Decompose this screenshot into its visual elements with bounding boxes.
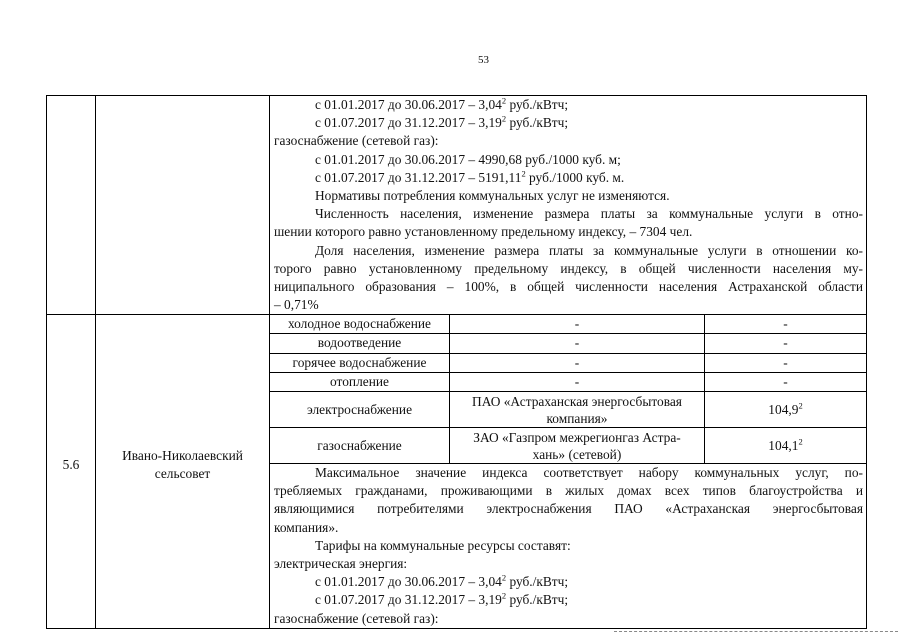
text-line: с 01.07.2017 до 31.12.2017 – 3,19$^2$ руб./кВтч; [315,590,569,608]
text-line: Нормативы потребления коммунальных услуг не изменяются. [315,187,670,203]
service-row [270,372,866,391]
description-cell [270,315,867,629]
text-line: являющимися потребителями электроснабжения ПАО «Астраханская энергосбытовая [274,501,863,517]
row-number-cell [47,315,96,629]
municipality-cell [96,96,270,315]
text-line: с 01.01.2017 до 30.06.2017 – 3,04$^2$ руб./кВтч; [315,572,569,590]
text-line: Доля населения, изменение размера платы за коммунальные услуги в отношении ко- [315,242,863,258]
page-number: 53 [478,54,489,66]
text-line: шении которого равно установленному предельному индексу, – 7304 чел. [274,224,693,240]
service-org: - [450,353,705,372]
service-index: - [705,353,867,372]
text-line: электрическая энергия: [274,556,408,571]
table-row [47,96,867,315]
text-line: – 0,71% [274,297,319,313]
table-row [47,315,867,629]
text-line: ниципального образования – 100%, в общей численности населения Астраханской области [274,278,863,294]
service-org: - [450,315,705,334]
text-line: торого равно установленному предельному индексу, в общей численности населения му- [274,260,863,276]
description-text [270,463,866,628]
service-name: газоснабжение [270,428,450,464]
service-name: отопление [270,372,450,391]
text-line: Тарифы на коммунальные ресурсы составят: [315,537,571,553]
service-name: холодное водоснабжение [270,315,450,334]
municipality-name: Ивано-Николаевский сельсовет [122,447,243,481]
text-line: с 01.01.2017 до 30.06.2017 – 4990,68 руб./1000 куб. м; [315,151,621,167]
scan-artifact-line [614,631,898,632]
service-index: - [705,372,867,391]
service-name: водоотведение [270,334,450,353]
service-index: - [705,334,867,353]
municipality-cell [96,315,270,629]
text-line: требляемых гражданами, проживающими в жилых домах всех типов благоустройства и [274,483,863,499]
text-line: газоснабжение (сетевой газ): [274,133,439,149]
service-name: электроснабжение [270,392,450,428]
text-line: Максимальное значение индекса соответствует набору коммунальных услуг, по- [315,465,863,481]
row-number: 5.6 [62,456,80,472]
text-line: с 01.01.2017 до 30.06.2017 – 3,04$^2$ руб./кВтч; [315,95,569,112]
tariff-table [46,95,867,629]
service-org: - [450,372,705,391]
service-row [270,334,866,353]
description-cell [270,96,867,315]
service-index: 104,1$^2$ [705,428,867,464]
service-org: ЗАО «Газпром межрегионгаз Астра- хань» (сетевой) [450,428,705,464]
service-index: - [705,315,867,334]
text-line: с 01.07.2017 до 31.12.2017 – 5191,11$^2$ руб./1000 куб. м. [315,168,625,185]
services-table [270,315,866,463]
text-line: Численность населения, изменение размера платы за коммунальные услуги в отно- [315,206,863,222]
row-number-cell [47,96,96,315]
service-index: 104,9$^2$ [705,392,867,428]
service-org: - [450,334,705,353]
text-line: с 01.07.2017 до 31.12.2017 – 3,19$^2$ руб./кВтч; [315,113,569,131]
text-line: компания». [274,519,339,535]
text-line: газоснабжение (сетевой газ): [274,610,439,626]
service-row [270,315,866,334]
service-row [270,428,866,464]
service-org: ПАО «Астраханская энергосбытовая компания» [450,392,705,428]
service-row [270,353,866,372]
service-row [270,392,866,428]
service-name: горячее водоснабжение [270,353,450,372]
